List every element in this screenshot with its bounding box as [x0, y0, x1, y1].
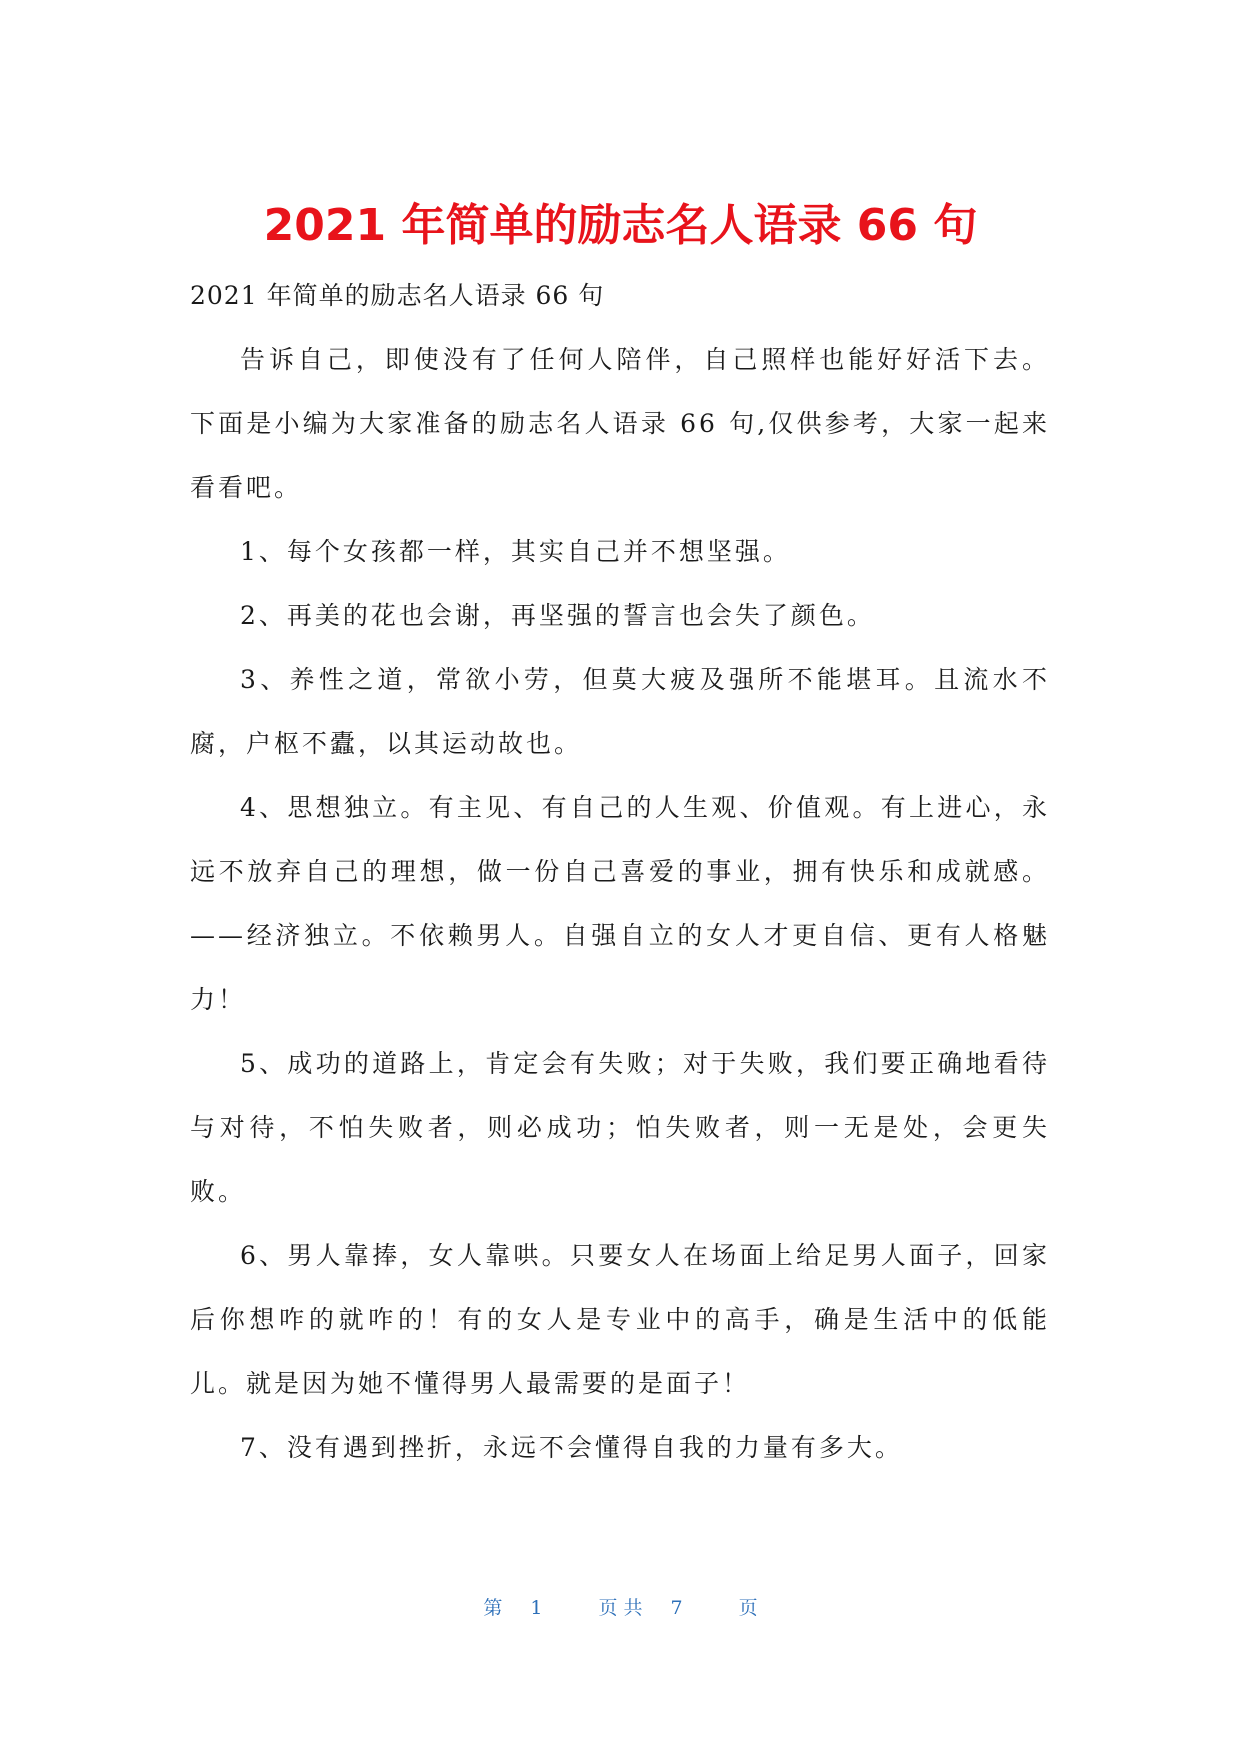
footer-middle: 页 共 — [598, 1597, 643, 1619]
footer-prefix: 第 — [483, 1597, 503, 1619]
quote-item-1: 1、每个女孩都一样，其实自己并不想坚强。 — [240, 537, 791, 566]
intro-paragraph: 告诉自己，即使没有了任何人陪伴，自己照样也能好好活下去。下面是小编为大家准备的励志名人语录 66 句,仅供参考，大家一起来看看吧。 — [190, 345, 1050, 502]
page-footer — [0, 1594, 1241, 1622]
quote-item-3: 3、养性之道，常欲小劳，但莫大疲及强所不能堪耳。且流水不腐，户枢不蠹，以其运动故也。 — [190, 665, 1050, 758]
quote-item-5: 5、成功的道路上，肯定会有失败；对于失败，我们要正确地看待与对待，不怕失败者，则必成功；怕失败者，则一无是处，会更失败。 — [190, 1049, 1050, 1206]
page-title: 2021 年简单的励志名人语录 66 句 — [263, 200, 978, 251]
footer-suffix: 页 — [738, 1597, 758, 1619]
document-body — [190, 264, 1050, 1480]
quote-item-6: 6、男人靠捧，女人靠哄。只要女人在场面上给足男人面子，回家后你想咋的就咋的！有的女人是专业中的高手，确是生活中的低能儿。就是因为她不懂得男人最需要的是面子！ — [190, 1241, 1050, 1398]
quote-item-7: 7、没有遇到挫折，永远不会懂得自我的力量有多大。 — [240, 1433, 903, 1462]
footer-current-page: 1 — [530, 1597, 543, 1619]
quote-item-2: 2、再美的花也会谢，再坚强的誓言也会失了颜色。 — [240, 601, 875, 630]
quote-item-4: 4、思想独立。有主见、有自己的人生观、价值观。有上进心，永远不放弃自己的理想，做一份自己喜爱的事业，拥有快乐和成就感。——经济独立。不依赖男人。自强自立的女人才更自信、更有人格魅力！ — [190, 793, 1050, 1014]
document-subtitle: 2021 年简单的励志名人语录 66 句 — [190, 281, 605, 310]
footer-total-pages: 7 — [670, 1597, 683, 1619]
